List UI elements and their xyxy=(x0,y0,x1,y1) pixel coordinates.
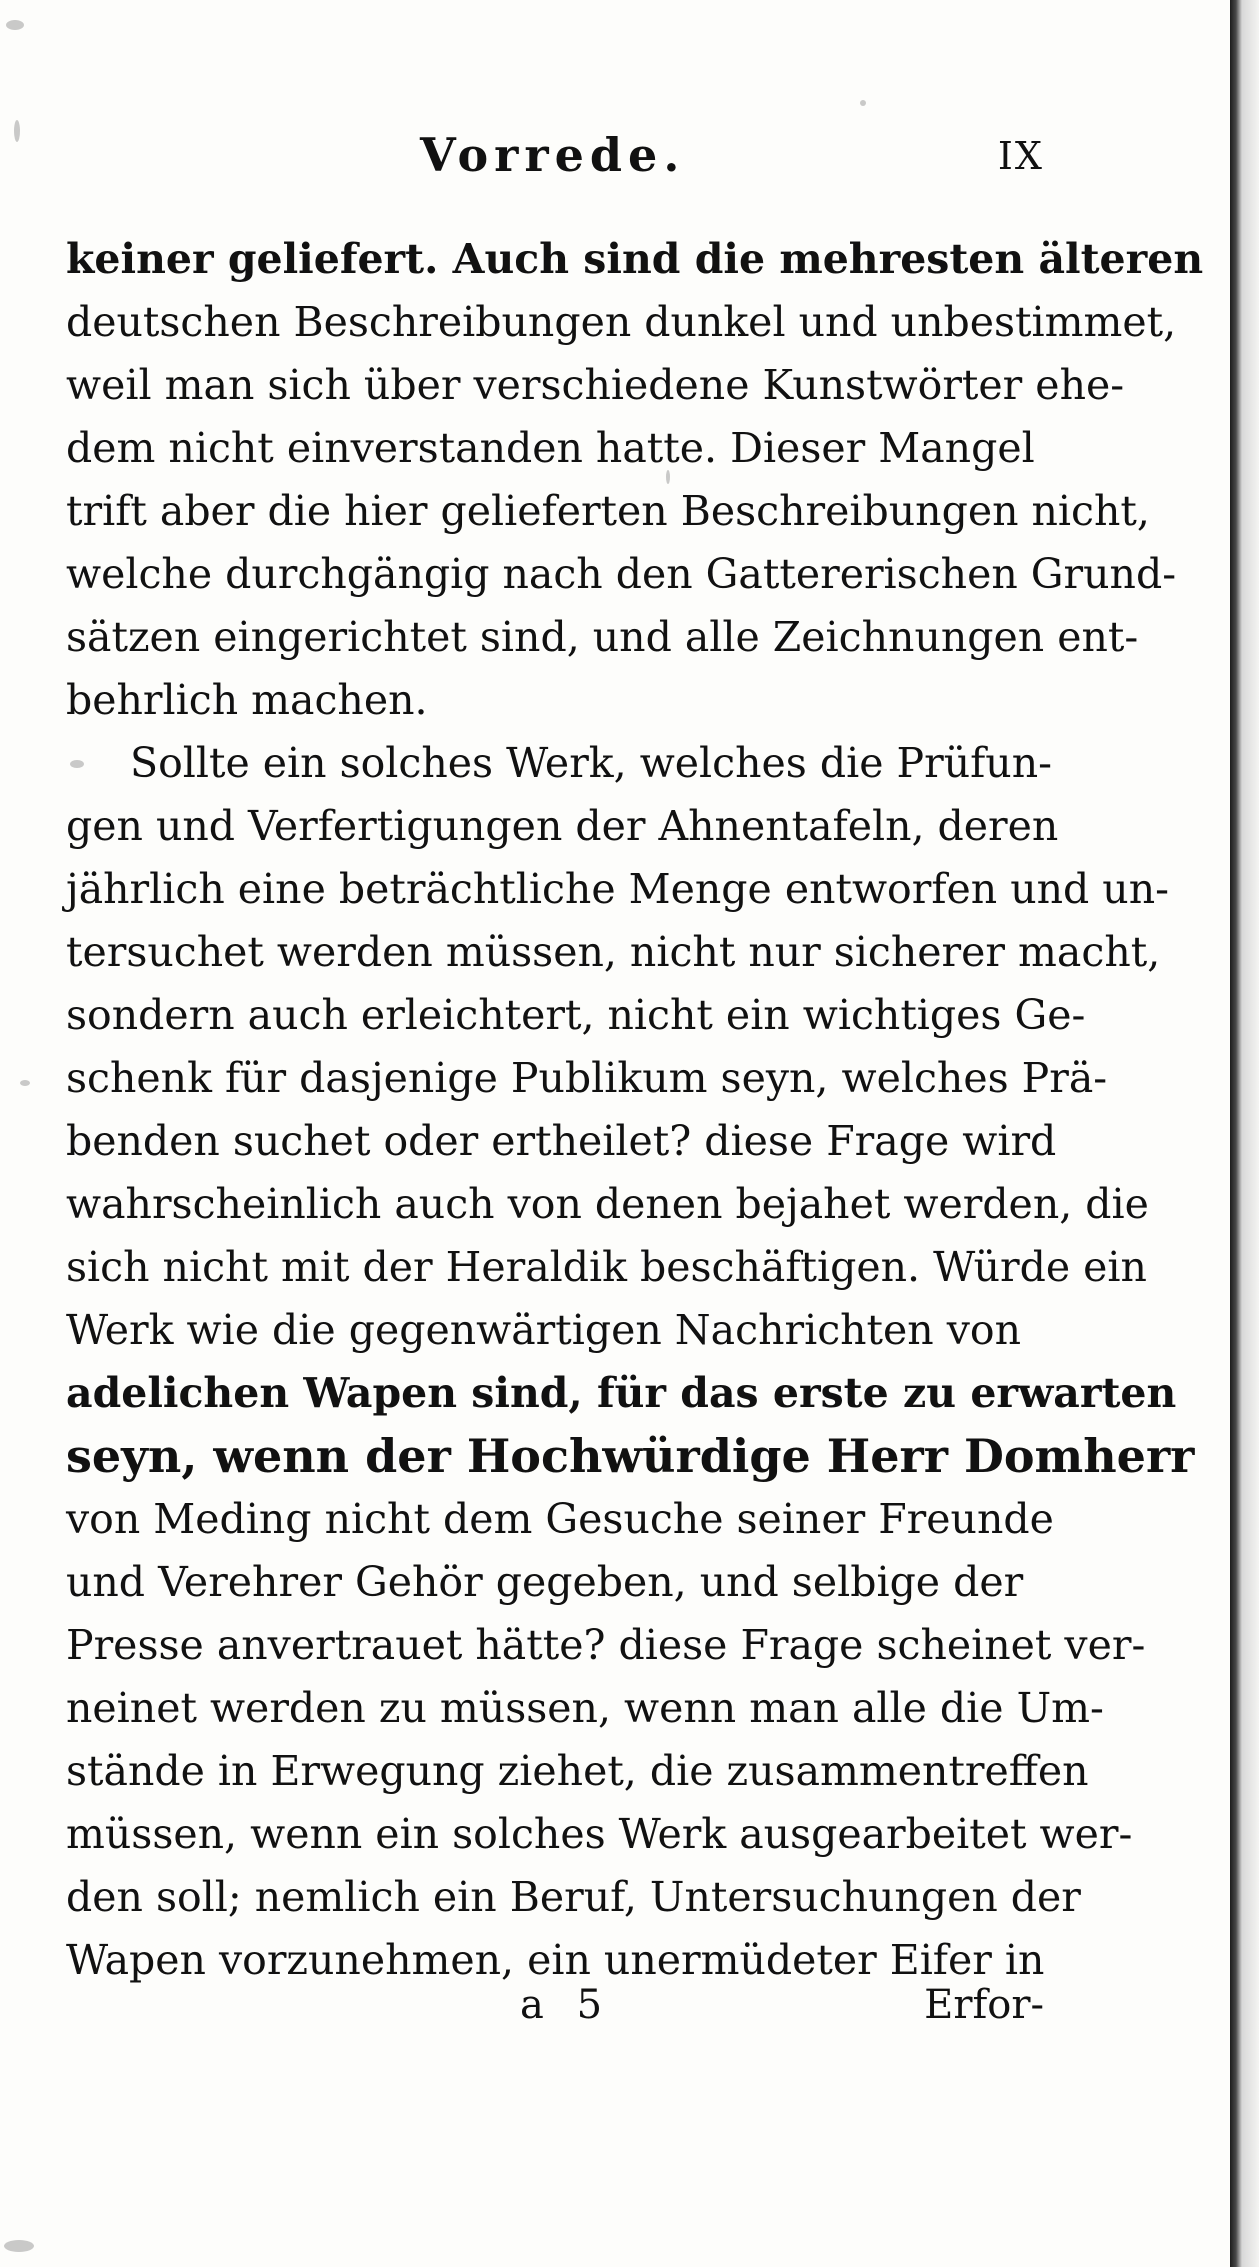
text-line: tersuchet werden müssen, nicht nur sicherer macht, xyxy=(66,928,1161,976)
text-line: schenk für dasjenige Publikum seyn, welches Prä- xyxy=(66,1054,1108,1102)
text-line: von Meding nicht dem Gesuche seiner Freunde xyxy=(66,1495,1054,1543)
text-line: stände in Erwegung ziehet, die zusammentreffen xyxy=(66,1747,1089,1795)
page-header xyxy=(60,128,1044,188)
text-line: Werk wie die gegenwärtigen Nachrichten von xyxy=(66,1306,1021,1354)
text-line: sich nicht mit der Heraldik beschäftigen. Würde ein xyxy=(66,1243,1147,1291)
text-line: und Verehrer Gehör gegeben, und selbige der xyxy=(66,1558,1024,1606)
catchword: Erfor- xyxy=(924,1982,1044,2028)
paper-speck xyxy=(6,20,24,30)
running-title: Vorrede. xyxy=(420,128,686,182)
page-number: IX xyxy=(997,134,1044,178)
text-line: den soll; nemlich ein Beruf, Untersuchungen der xyxy=(66,1873,1081,1921)
text-line: seyn, wenn der Hochwürdige Herr Domherr xyxy=(66,1429,1195,1483)
signature-mark: a 5 xyxy=(520,1982,613,2028)
body-text xyxy=(66,228,1204,1992)
text-line: welche durchgängig nach den Gattererischen Grund- xyxy=(66,550,1177,598)
page-edge-shadow xyxy=(1230,0,1259,2267)
text-line: keiner geliefert. Auch sind die mehresten älteren xyxy=(66,235,1204,283)
text-line: benden suchet oder ertheilet? diese Frage wird xyxy=(66,1117,1057,1165)
text-line: sätzen eingerichtet sind, und alle Zeichnungen ent- xyxy=(66,613,1139,661)
text-line: müssen, wenn ein solches Werk ausgearbeitet wer- xyxy=(66,1810,1133,1858)
text-line: gen und Verfertigungen der Ahnentafeln, deren xyxy=(66,802,1059,850)
text-line: Wapen vorzunehmen, ein unermüdeter Eifer in xyxy=(66,1936,1045,1984)
paper-speck xyxy=(20,1080,30,1086)
text-line: trift aber die hier gelieferten Beschreibungen nicht, xyxy=(66,487,1150,535)
paper-speck xyxy=(860,100,866,106)
text-line: dem nicht einverstanden hatte. Dieser Mangel xyxy=(66,424,1035,472)
text-line: wahrscheinlich auch von denen bejahet werden, die xyxy=(66,1180,1149,1228)
paragraph-start-line: Sollte ein solches Werk, welches die Prüfun- xyxy=(130,739,1052,787)
text-line: jährlich eine beträchtliche Menge entworfen und un- xyxy=(66,865,1169,913)
text-line: adelichen Wapen sind, für das erste zu erwarten xyxy=(66,1369,1177,1417)
text-line: weil man sich über verschiedene Kunstwörter ehe- xyxy=(66,361,1125,409)
paper-speck xyxy=(14,120,20,142)
paper-speck xyxy=(4,2240,34,2252)
text-line: Presse anvertrauet hätte? diese Frage scheinet ver- xyxy=(66,1621,1146,1669)
text-line: neinet werden zu müssen, wenn man alle die Um- xyxy=(66,1684,1104,1732)
page-footer xyxy=(60,1982,1044,2042)
text-line: deutschen Beschreibungen dunkel und unbestimmet, xyxy=(66,298,1177,346)
text-line: sondern auch erleichtert, nicht ein wichtiges Ge- xyxy=(66,991,1086,1039)
text-line: behrlich machen. xyxy=(66,676,428,724)
